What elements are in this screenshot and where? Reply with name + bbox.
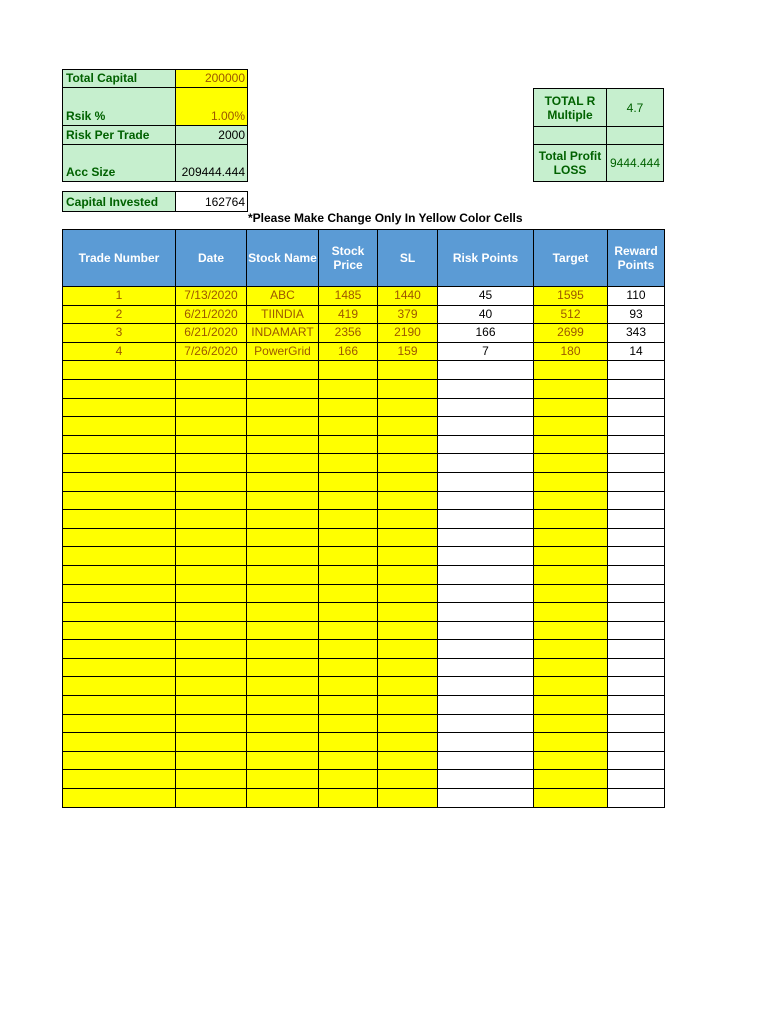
col-header-stock-price: Stock Price	[319, 230, 378, 287]
cell-trade-number[interactable]	[63, 510, 176, 529]
acc-size-value: 209444.444	[175, 144, 248, 182]
cell-target[interactable]	[534, 510, 608, 529]
cell-risk-points: 166	[438, 324, 534, 343]
cell-stock-price[interactable]	[319, 696, 378, 715]
total-profit-loss-label: Total Profit LOSS	[533, 144, 607, 182]
cell-sl[interactable]	[378, 417, 438, 436]
table-row	[63, 361, 665, 380]
cell-trade-number[interactable]	[63, 603, 176, 622]
cell-sl[interactable]	[378, 733, 438, 752]
cell-target[interactable]	[534, 584, 608, 603]
cell-date[interactable]	[176, 621, 247, 640]
cell-stock-name[interactable]	[247, 565, 319, 584]
cell-stock-name[interactable]	[247, 454, 319, 473]
col-header-trade-number: Trade Number	[63, 230, 176, 287]
cell-stock-name[interactable]	[247, 361, 319, 380]
table-row	[63, 398, 665, 417]
cell-stock-price[interactable]: 2356	[319, 324, 378, 343]
cell-risk-points	[438, 733, 534, 752]
cell-trade-number[interactable]	[63, 472, 176, 491]
cell-date[interactable]: 6/21/2020	[176, 305, 247, 324]
cell-sl[interactable]	[378, 751, 438, 770]
total-capital-label: Total Capital	[62, 69, 176, 88]
cell-reward-points	[608, 640, 665, 659]
cell-stock-price[interactable]: 419	[319, 305, 378, 324]
cell-reward-points	[608, 621, 665, 640]
cell-target[interactable]	[534, 454, 608, 473]
cell-target[interactable]	[534, 528, 608, 547]
cell-risk-points	[438, 565, 534, 584]
cell-sl[interactable]	[378, 640, 438, 659]
cell-stock-price[interactable]	[319, 472, 378, 491]
cell-date[interactable]	[176, 789, 247, 808]
table-row	[63, 547, 665, 566]
cell-risk-points	[438, 379, 534, 398]
cell-date[interactable]	[176, 640, 247, 659]
col-header-risk-points: Risk Points	[438, 230, 534, 287]
col-header-stock-name: Stock Name	[247, 230, 319, 287]
cell-sl[interactable]	[378, 547, 438, 566]
cell-target[interactable]	[534, 640, 608, 659]
cell-trade-number[interactable]	[63, 454, 176, 473]
cell-risk-points	[438, 510, 534, 529]
cell-stock-name[interactable]	[247, 714, 319, 733]
cell-target[interactable]	[534, 733, 608, 752]
total-r-multiple-value: 4.7	[606, 88, 664, 127]
cell-trade-number[interactable]	[63, 398, 176, 417]
cell-risk-points	[438, 398, 534, 417]
cell-sl[interactable]	[378, 379, 438, 398]
cell-reward-points	[608, 398, 665, 417]
cell-target[interactable]: 2699	[534, 324, 608, 343]
cell-target[interactable]: 512	[534, 305, 608, 324]
cell-stock-price[interactable]	[319, 398, 378, 417]
cell-trade-number[interactable]	[63, 361, 176, 380]
cell-reward-points	[608, 789, 665, 808]
table-row	[63, 751, 665, 770]
cell-stock-name[interactable]	[247, 491, 319, 510]
table-row	[63, 305, 665, 324]
cell-risk-points	[438, 789, 534, 808]
cell-target[interactable]	[534, 603, 608, 622]
cell-sl[interactable]	[378, 621, 438, 640]
cell-risk-points	[438, 751, 534, 770]
cell-stock-price[interactable]	[319, 584, 378, 603]
cell-target[interactable]	[534, 770, 608, 789]
cell-trade-number[interactable]: 1	[63, 287, 176, 306]
cell-target[interactable]	[534, 714, 608, 733]
cell-reward-points	[608, 770, 665, 789]
cell-risk-points	[438, 640, 534, 659]
cell-stock-name[interactable]	[247, 621, 319, 640]
cell-reward-points	[608, 528, 665, 547]
cell-reward-points: 343	[608, 324, 665, 343]
risk-percent-input[interactable]: 1.00%	[175, 87, 248, 126]
totals-spacer-left	[533, 126, 607, 145]
cell-trade-number[interactable]	[63, 696, 176, 715]
cell-stock-price[interactable]	[319, 789, 378, 808]
cell-stock-price[interactable]	[319, 658, 378, 677]
cell-stock-price[interactable]	[319, 621, 378, 640]
cell-reward-points: 110	[608, 287, 665, 306]
table-row	[63, 714, 665, 733]
cell-stock-name[interactable]	[247, 603, 319, 622]
cell-trade-number[interactable]: 2	[63, 305, 176, 324]
table-row	[63, 733, 665, 752]
table-row	[63, 658, 665, 677]
cell-risk-points	[438, 491, 534, 510]
cell-target[interactable]	[534, 491, 608, 510]
cell-trade-number[interactable]	[63, 584, 176, 603]
cell-stock-name[interactable]	[247, 789, 319, 808]
cell-risk-points: 40	[438, 305, 534, 324]
cell-stock-name[interactable]	[247, 733, 319, 752]
cell-risk-points	[438, 677, 534, 696]
cell-risk-points	[438, 714, 534, 733]
capital-invested-label: Capital Invested	[62, 191, 176, 212]
cell-date[interactable]	[176, 379, 247, 398]
cell-stock-name[interactable]	[247, 677, 319, 696]
cell-risk-points	[438, 528, 534, 547]
cell-risk-points	[438, 435, 534, 454]
cell-target[interactable]	[534, 379, 608, 398]
cell-stock-name[interactable]	[247, 379, 319, 398]
risk-per-trade-label: Risk Per Trade	[62, 125, 176, 145]
cell-date[interactable]	[176, 472, 247, 491]
cell-date[interactable]	[176, 770, 247, 789]
cell-trade-number[interactable]	[63, 714, 176, 733]
cell-reward-points	[608, 658, 665, 677]
cell-stock-name[interactable]	[247, 770, 319, 789]
cell-stock-price[interactable]	[319, 714, 378, 733]
cell-stock-name[interactable]	[247, 658, 319, 677]
cell-sl[interactable]	[378, 472, 438, 491]
cell-sl[interactable]	[378, 361, 438, 380]
cell-date[interactable]	[176, 677, 247, 696]
cell-reward-points	[608, 733, 665, 752]
table-row	[63, 677, 665, 696]
cell-sl[interactable]	[378, 714, 438, 733]
cell-target[interactable]: 180	[534, 342, 608, 361]
cell-date[interactable]	[176, 435, 247, 454]
cell-stock-name[interactable]	[247, 547, 319, 566]
cell-target[interactable]	[534, 361, 608, 380]
cell-reward-points	[608, 510, 665, 529]
cell-target[interactable]	[534, 417, 608, 436]
cell-stock-name[interactable]	[247, 417, 319, 436]
total-capital-input[interactable]: 200000	[175, 69, 248, 88]
cell-target[interactable]: 1595	[534, 287, 608, 306]
capital-invested-value: 162764	[175, 191, 248, 212]
cell-sl[interactable]	[378, 584, 438, 603]
cell-stock-name[interactable]: TIINDIA	[247, 305, 319, 324]
table-row	[63, 603, 665, 622]
cell-sl[interactable]	[378, 491, 438, 510]
cell-sl[interactable]: 159	[378, 342, 438, 361]
cell-target[interactable]	[534, 789, 608, 808]
table-row	[63, 454, 665, 473]
cell-risk-points	[438, 361, 534, 380]
acc-size-label: Acc Size	[62, 144, 176, 182]
risk-percent-label: Rsik %	[62, 87, 176, 126]
cell-date[interactable]	[176, 584, 247, 603]
cell-risk-points: 45	[438, 287, 534, 306]
col-header-reward-points: Reward Points	[608, 230, 665, 287]
cell-date[interactable]	[176, 733, 247, 752]
cell-trade-number[interactable]	[63, 733, 176, 752]
cell-trade-number[interactable]	[63, 640, 176, 659]
cell-target[interactable]	[534, 435, 608, 454]
cell-date[interactable]	[176, 510, 247, 529]
cell-reward-points	[608, 696, 665, 715]
cell-trade-number[interactable]: 4	[63, 342, 176, 361]
cell-stock-name[interactable]	[247, 528, 319, 547]
cell-risk-points	[438, 472, 534, 491]
cell-sl[interactable]	[378, 677, 438, 696]
cell-risk-points	[438, 621, 534, 640]
cell-risk-points	[438, 547, 534, 566]
cell-target[interactable]	[534, 751, 608, 770]
cell-sl[interactable]	[378, 770, 438, 789]
table-row	[63, 417, 665, 436]
cell-risk-points	[438, 584, 534, 603]
col-header-sl: SL	[378, 230, 438, 287]
table-row	[63, 696, 665, 715]
cell-reward-points	[608, 361, 665, 380]
cell-date[interactable]	[176, 751, 247, 770]
cell-trade-number[interactable]	[63, 435, 176, 454]
table-row	[63, 491, 665, 510]
cell-reward-points	[608, 677, 665, 696]
cell-sl[interactable]	[378, 510, 438, 529]
table-row	[63, 621, 665, 640]
cell-reward-points	[608, 454, 665, 473]
table-row	[63, 789, 665, 808]
cell-date[interactable]	[176, 454, 247, 473]
cell-date[interactable]	[176, 528, 247, 547]
cell-date[interactable]	[176, 417, 247, 436]
cell-sl[interactable]: 2190	[378, 324, 438, 343]
cell-reward-points: 14	[608, 342, 665, 361]
cell-sl[interactable]	[378, 454, 438, 473]
table-row	[63, 435, 665, 454]
cell-stock-name[interactable]	[247, 584, 319, 603]
cell-sl[interactable]: 379	[378, 305, 438, 324]
cell-target[interactable]	[534, 621, 608, 640]
cell-risk-points	[438, 658, 534, 677]
cell-stock-price[interactable]	[319, 491, 378, 510]
cell-stock-name[interactable]	[247, 696, 319, 715]
cell-reward-points	[608, 565, 665, 584]
cell-stock-name[interactable]: INDAMART	[247, 324, 319, 343]
cell-sl[interactable]: 1440	[378, 287, 438, 306]
cell-sl[interactable]	[378, 603, 438, 622]
cell-reward-points	[608, 417, 665, 436]
cell-stock-price[interactable]	[319, 510, 378, 529]
cell-reward-points	[608, 379, 665, 398]
cell-reward-points	[608, 603, 665, 622]
table-row	[63, 379, 665, 398]
cell-sl[interactable]	[378, 398, 438, 417]
cell-risk-points	[438, 770, 534, 789]
cell-stock-name[interactable]	[247, 398, 319, 417]
cell-trade-number[interactable]	[63, 491, 176, 510]
table-row	[63, 510, 665, 529]
cell-date[interactable]	[176, 714, 247, 733]
table-row	[63, 584, 665, 603]
table-row	[63, 324, 665, 343]
cell-stock-price[interactable]	[319, 435, 378, 454]
cell-target[interactable]	[534, 398, 608, 417]
cell-trade-number[interactable]	[63, 658, 176, 677]
cell-sl[interactable]	[378, 435, 438, 454]
cell-stock-price[interactable]	[319, 528, 378, 547]
cell-stock-name[interactable]	[247, 435, 319, 454]
table-row	[63, 565, 665, 584]
cell-risk-points: 7	[438, 342, 534, 361]
cell-stock-name[interactable]: PowerGrid	[247, 342, 319, 361]
cell-date[interactable]	[176, 547, 247, 566]
table-row	[63, 472, 665, 491]
cell-target[interactable]	[534, 658, 608, 677]
cell-sl[interactable]	[378, 696, 438, 715]
cell-stock-price[interactable]	[319, 603, 378, 622]
cell-reward-points	[608, 472, 665, 491]
cell-stock-price[interactable]	[319, 379, 378, 398]
cell-stock-price[interactable]: 1485	[319, 287, 378, 306]
cell-stock-price[interactable]	[319, 361, 378, 380]
cell-trade-number[interactable]	[63, 528, 176, 547]
total-profit-loss-value: 9444.444	[606, 144, 664, 182]
cell-stock-price[interactable]	[319, 565, 378, 584]
cell-stock-name[interactable]	[247, 472, 319, 491]
cell-trade-number[interactable]	[63, 417, 176, 436]
cell-sl[interactable]	[378, 658, 438, 677]
cell-date[interactable]	[176, 565, 247, 584]
cell-target[interactable]	[534, 696, 608, 715]
table-row	[63, 287, 665, 306]
cell-stock-price[interactable]: 166	[319, 342, 378, 361]
trade-table	[62, 229, 665, 808]
cell-trade-number[interactable]	[63, 751, 176, 770]
cell-date[interactable]	[176, 696, 247, 715]
cell-stock-price[interactable]	[319, 733, 378, 752]
cell-target[interactable]	[534, 677, 608, 696]
cell-risk-points	[438, 696, 534, 715]
cell-trade-number[interactable]: 3	[63, 324, 176, 343]
cell-reward-points: 93	[608, 305, 665, 324]
cell-trade-number[interactable]	[63, 789, 176, 808]
cell-date[interactable]	[176, 658, 247, 677]
cell-stock-name[interactable]: ABC	[247, 287, 319, 306]
cell-date[interactable]: 6/21/2020	[176, 324, 247, 343]
table-row	[63, 770, 665, 789]
cell-date[interactable]	[176, 491, 247, 510]
risk-per-trade-value: 2000	[175, 125, 248, 145]
cell-stock-name[interactable]	[247, 640, 319, 659]
cell-date[interactable]: 7/26/2020	[176, 342, 247, 361]
table-row	[63, 640, 665, 659]
cell-date[interactable]	[176, 361, 247, 380]
table-row	[63, 342, 665, 361]
cell-trade-number[interactable]	[63, 547, 176, 566]
cell-stock-name[interactable]	[247, 510, 319, 529]
col-header-target: Target	[534, 230, 608, 287]
cell-date[interactable]: 7/13/2020	[176, 287, 247, 306]
cell-stock-price[interactable]	[319, 547, 378, 566]
cell-stock-price[interactable]	[319, 751, 378, 770]
cell-sl[interactable]	[378, 528, 438, 547]
cell-stock-price[interactable]	[319, 454, 378, 473]
cell-date[interactable]	[176, 398, 247, 417]
instruction-note: *Please Make Change Only In Yellow Color Cells	[248, 211, 523, 225]
cell-date[interactable]	[176, 603, 247, 622]
cell-trade-number[interactable]	[63, 770, 176, 789]
cell-stock-price[interactable]	[319, 640, 378, 659]
cell-trade-number[interactable]	[63, 379, 176, 398]
cell-trade-number[interactable]	[63, 677, 176, 696]
cell-trade-number[interactable]	[63, 621, 176, 640]
cell-target[interactable]	[534, 565, 608, 584]
cell-reward-points	[608, 491, 665, 510]
cell-sl[interactable]	[378, 789, 438, 808]
table-header-row	[63, 230, 665, 287]
cell-risk-points	[438, 417, 534, 436]
cell-stock-name[interactable]	[247, 751, 319, 770]
total-r-multiple-label: TOTAL R Multiple	[533, 88, 607, 127]
cell-reward-points	[608, 584, 665, 603]
cell-target[interactable]	[534, 472, 608, 491]
cell-risk-points	[438, 603, 534, 622]
cell-reward-points	[608, 547, 665, 566]
cell-target[interactable]	[534, 547, 608, 566]
cell-stock-price[interactable]	[319, 677, 378, 696]
cell-sl[interactable]	[378, 565, 438, 584]
col-header-date: Date	[176, 230, 247, 287]
cell-reward-points	[608, 435, 665, 454]
totals-spacer-right	[606, 126, 664, 145]
cell-stock-price[interactable]	[319, 417, 378, 436]
table-row	[63, 528, 665, 547]
cell-trade-number[interactable]	[63, 565, 176, 584]
cell-reward-points	[608, 714, 665, 733]
cell-stock-price[interactable]	[319, 770, 378, 789]
cell-risk-points	[438, 454, 534, 473]
cell-reward-points	[608, 751, 665, 770]
